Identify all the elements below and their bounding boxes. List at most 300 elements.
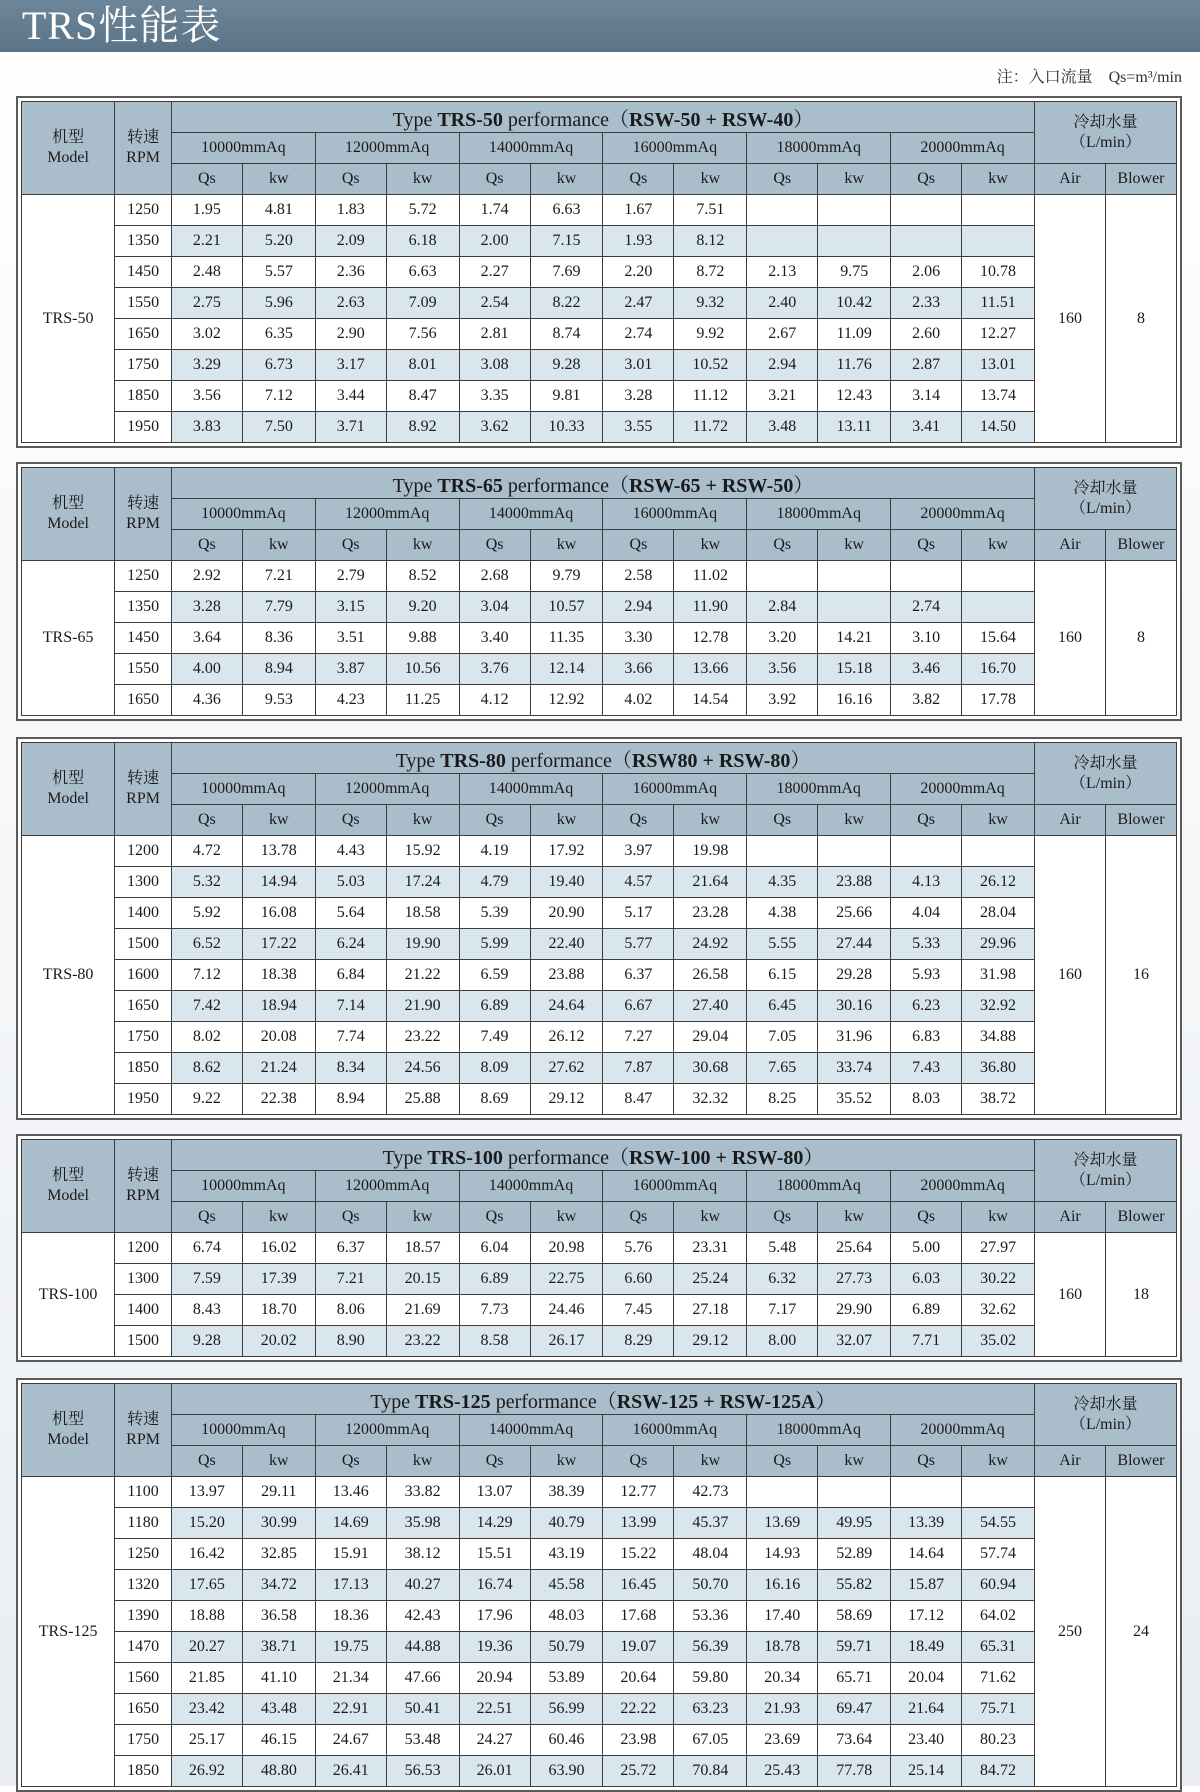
kw-value: 7.12 xyxy=(242,381,315,412)
performance-table xyxy=(21,467,1177,716)
table-row xyxy=(22,1725,1177,1756)
kw-header: kw xyxy=(818,530,891,561)
cooling-water-unit: （L/min） xyxy=(1069,774,1142,792)
qs-value: 5.17 xyxy=(603,898,674,929)
table-title xyxy=(171,1140,1034,1171)
qs-value: 22.91 xyxy=(315,1694,386,1725)
kw-value: 38.71 xyxy=(242,1632,315,1663)
title-prefix: Type xyxy=(382,1146,428,1169)
qs-value: 3.83 xyxy=(171,412,242,443)
qs-header: Qs xyxy=(603,164,674,195)
kw-value: 9.79 xyxy=(530,561,603,592)
perf-table-trs-100 xyxy=(16,1134,1182,1362)
qs-value: 6.37 xyxy=(603,960,674,991)
kw-value: 13.78 xyxy=(242,836,315,867)
table-row xyxy=(22,1663,1177,1694)
qs-header: Qs xyxy=(459,164,530,195)
rpm-value: 1390 xyxy=(115,1601,172,1632)
qs-value: 17.65 xyxy=(171,1570,242,1601)
table-row xyxy=(22,381,1177,412)
kw-value: 41.10 xyxy=(242,1663,315,1694)
kw-value: 31.98 xyxy=(962,960,1035,991)
kw-value: 17.22 xyxy=(242,929,315,960)
qs-header: Qs xyxy=(891,805,962,836)
qs-header: Qs xyxy=(603,805,674,836)
kw-value: 24.64 xyxy=(530,991,603,1022)
rpm-value: 1950 xyxy=(115,412,172,443)
perf-table-trs-80 xyxy=(16,737,1182,1120)
rpm-value: 1850 xyxy=(115,381,172,412)
qs-value: 8.90 xyxy=(315,1326,386,1357)
qs-header: Qs xyxy=(747,1202,818,1233)
qs-value: 6.32 xyxy=(747,1264,818,1295)
kw-header: kw xyxy=(962,530,1035,561)
title-prefix: Type xyxy=(392,474,438,497)
kw-value: 7.56 xyxy=(386,319,459,350)
qs-header: Qs xyxy=(603,530,674,561)
kw-value: 17.24 xyxy=(386,867,459,898)
kw-value: 8.72 xyxy=(674,257,747,288)
kw-value: 53.36 xyxy=(674,1601,747,1632)
qs-value: 7.21 xyxy=(315,1264,386,1295)
kw-value: 16.70 xyxy=(962,654,1035,685)
blower-header: Blower xyxy=(1105,1446,1176,1477)
qs-value: 23.98 xyxy=(603,1725,674,1756)
qs-value: 3.51 xyxy=(315,623,386,654)
pressure-header: 18000mmAq xyxy=(747,774,891,805)
rpm-value: 1550 xyxy=(115,288,172,319)
qs-value: 3.46 xyxy=(891,654,962,685)
kw-value: 54.55 xyxy=(962,1508,1035,1539)
qs-value: 2.68 xyxy=(459,561,530,592)
kw-value: 24.46 xyxy=(530,1295,603,1326)
kw-value: 43.19 xyxy=(530,1539,603,1570)
kw-value: 69.47 xyxy=(818,1694,891,1725)
qs-value: 8.06 xyxy=(315,1295,386,1326)
kw-value: 29.96 xyxy=(962,929,1035,960)
kw-value: 26.12 xyxy=(530,1022,603,1053)
qs-value: 23.69 xyxy=(747,1725,818,1756)
pressure-header: 20000mmAq xyxy=(891,499,1035,530)
qs-value: 3.21 xyxy=(747,381,818,412)
kw-value: 12.14 xyxy=(530,654,603,685)
rpm-value: 1450 xyxy=(115,623,172,654)
air-header: Air xyxy=(1035,805,1106,836)
qs-value: 3.56 xyxy=(171,381,242,412)
kw-value: 38.39 xyxy=(530,1477,603,1508)
qs-value: 2.06 xyxy=(891,257,962,288)
kw-value: 4.81 xyxy=(242,195,315,226)
qs-value: 5.03 xyxy=(315,867,386,898)
kw-value: 9.28 xyxy=(530,350,603,381)
kw-value: 30.16 xyxy=(818,991,891,1022)
qs-header: Qs xyxy=(315,164,386,195)
qs-value: 2.13 xyxy=(747,257,818,288)
qs-value: 26.41 xyxy=(315,1756,386,1787)
qs-value: 26.92 xyxy=(171,1756,242,1787)
qs-value: 6.15 xyxy=(747,960,818,991)
qs-value: 2.74 xyxy=(603,319,674,350)
qs-value: 3.62 xyxy=(459,412,530,443)
kw-value: 59.80 xyxy=(674,1663,747,1694)
qs-value: 3.04 xyxy=(459,592,530,623)
pressure-header: 14000mmAq xyxy=(459,133,603,164)
qs-value: 12.77 xyxy=(603,1477,674,1508)
model-header-en: Model xyxy=(47,1187,89,1204)
qs-header: Qs xyxy=(459,530,530,561)
kw-value: 29.04 xyxy=(674,1022,747,1053)
table-row xyxy=(22,288,1177,319)
qs-value: 21.93 xyxy=(747,1694,818,1725)
qs-value: 2.63 xyxy=(315,288,386,319)
perf-table-trs-65 xyxy=(16,462,1182,721)
pressure-header: 18000mmAq xyxy=(747,1415,891,1446)
title-combination: RSW-65 + RSW-50 xyxy=(628,474,794,497)
kw-value: 24.92 xyxy=(674,929,747,960)
qs-value: 1.95 xyxy=(171,195,242,226)
cooling-water-label: 冷却水量 xyxy=(1073,113,1138,131)
qs-value: 13.39 xyxy=(891,1508,962,1539)
kw-value: 17.92 xyxy=(530,836,603,867)
kw-header: kw xyxy=(530,164,603,195)
kw-value: 7.15 xyxy=(530,226,603,257)
kw-value: 7.69 xyxy=(530,257,603,288)
kw-value: 6.18 xyxy=(386,226,459,257)
rpm-value: 1950 xyxy=(115,1084,172,1115)
kw-value: 7.51 xyxy=(674,195,747,226)
not-applicable-cell xyxy=(891,226,962,257)
pressure-header: 12000mmAq xyxy=(315,1171,459,1202)
qs-value: 16.16 xyxy=(747,1570,818,1601)
kw-header: kw xyxy=(674,1446,747,1477)
kw-value: 24.56 xyxy=(386,1053,459,1084)
not-applicable-cell xyxy=(962,1477,1035,1508)
qs-header: Qs xyxy=(891,1202,962,1233)
kw-value: 25.64 xyxy=(818,1233,891,1264)
qs-header: Qs xyxy=(171,530,242,561)
qs-header: Qs xyxy=(171,1202,242,1233)
pressure-header: 16000mmAq xyxy=(603,499,747,530)
qs-value: 4.12 xyxy=(459,685,530,716)
cooling-water-label: 冷却水量 xyxy=(1073,1395,1138,1413)
rpm-header-cn: 转速 xyxy=(127,770,160,787)
kw-value: 11.90 xyxy=(674,592,747,623)
unit-header-row xyxy=(22,805,1177,836)
kw-value: 53.48 xyxy=(386,1725,459,1756)
pressure-header-row xyxy=(22,1171,1177,1202)
not-applicable-cell xyxy=(818,836,891,867)
cooling-water-label: 冷却水量 xyxy=(1073,479,1138,497)
kw-value: 9.81 xyxy=(530,381,603,412)
kw-value: 8.36 xyxy=(242,623,315,654)
kw-value: 33.74 xyxy=(818,1053,891,1084)
title-suffix: ） xyxy=(793,108,814,131)
qs-value: 8.00 xyxy=(747,1326,818,1357)
qs-value: 6.67 xyxy=(603,991,674,1022)
title-prefix: Type xyxy=(395,749,441,772)
pressure-header: 10000mmAq xyxy=(171,133,315,164)
kw-value: 84.72 xyxy=(962,1756,1035,1787)
not-applicable-cell xyxy=(891,1477,962,1508)
kw-value: 15.18 xyxy=(818,654,891,685)
model-name: TRS-100 xyxy=(22,1233,115,1357)
qs-value: 2.87 xyxy=(891,350,962,381)
qs-value: 4.72 xyxy=(171,836,242,867)
qs-value: 18.78 xyxy=(747,1632,818,1663)
kw-value: 28.04 xyxy=(962,898,1035,929)
kw-header: kw xyxy=(962,1446,1035,1477)
kw-value: 22.75 xyxy=(530,1264,603,1295)
kw-value: 18.94 xyxy=(242,991,315,1022)
unit-header-row xyxy=(22,1202,1177,1233)
kw-value: 27.62 xyxy=(530,1053,603,1084)
model-name: TRS-65 xyxy=(22,561,115,716)
qs-value: 3.64 xyxy=(171,623,242,654)
kw-value: 23.31 xyxy=(674,1233,747,1264)
kw-value: 36.80 xyxy=(962,1053,1035,1084)
qs-value: 22.22 xyxy=(603,1694,674,1725)
rpm-header-cn: 转速 xyxy=(127,1167,160,1184)
qs-value: 7.59 xyxy=(171,1264,242,1295)
table-row xyxy=(22,1053,1177,1084)
kw-value: 18.57 xyxy=(386,1233,459,1264)
qs-value: 8.94 xyxy=(315,1084,386,1115)
kw-value: 35.98 xyxy=(386,1508,459,1539)
qs-value: 4.00 xyxy=(171,654,242,685)
pressure-header: 18000mmAq xyxy=(747,133,891,164)
rpm-value: 1650 xyxy=(115,1694,172,1725)
qs-value: 7.14 xyxy=(315,991,386,1022)
qs-header: Qs xyxy=(171,164,242,195)
kw-value: 7.50 xyxy=(242,412,315,443)
cooling-water-label: 冷却水量 xyxy=(1073,754,1138,772)
qs-header: Qs xyxy=(891,1446,962,1477)
rpm-value: 1650 xyxy=(115,991,172,1022)
blower-value: 24 xyxy=(1105,1477,1176,1787)
qs-value: 3.92 xyxy=(747,685,818,716)
qs-value: 8.25 xyxy=(747,1084,818,1115)
kw-value: 16.16 xyxy=(818,685,891,716)
qs-value: 3.30 xyxy=(603,623,674,654)
pressure-header: 10000mmAq xyxy=(171,1171,315,1202)
kw-value: 17.78 xyxy=(962,685,1035,716)
qs-value: 17.40 xyxy=(747,1601,818,1632)
pressure-header: 12000mmAq xyxy=(315,133,459,164)
qs-header: Qs xyxy=(891,530,962,561)
qs-value: 2.09 xyxy=(315,226,386,257)
kw-value: 25.66 xyxy=(818,898,891,929)
kw-value: 13.74 xyxy=(962,381,1035,412)
rpm-value: 1500 xyxy=(115,929,172,960)
qs-value: 6.89 xyxy=(459,991,530,1022)
kw-value: 26.58 xyxy=(674,960,747,991)
kw-header: kw xyxy=(818,164,891,195)
performance-table xyxy=(21,1139,1177,1357)
qs-value: 26.01 xyxy=(459,1756,530,1787)
table-row xyxy=(22,867,1177,898)
table-row xyxy=(22,898,1177,929)
title-combination: RSW80 + RSW-80 xyxy=(631,749,791,772)
qs-value: 21.34 xyxy=(315,1663,386,1694)
model-header-cn: 机型 xyxy=(52,1411,85,1428)
table-row xyxy=(22,1084,1177,1115)
qs-value: 8.09 xyxy=(459,1053,530,1084)
kw-value: 5.72 xyxy=(386,195,459,226)
qs-value: 6.89 xyxy=(459,1264,530,1295)
kw-value: 48.80 xyxy=(242,1756,315,1787)
table-row xyxy=(22,1601,1177,1632)
qs-value: 2.00 xyxy=(459,226,530,257)
performance-table xyxy=(21,101,1177,443)
pressure-header: 20000mmAq xyxy=(891,1171,1035,1202)
blower-header: Blower xyxy=(1105,805,1176,836)
qs-value: 20.94 xyxy=(459,1663,530,1694)
table-row xyxy=(22,1233,1177,1264)
air-header: Air xyxy=(1035,164,1106,195)
qs-value: 5.99 xyxy=(459,929,530,960)
flow-unit-note: 注：入口流量 Qs=m³/min xyxy=(996,69,1182,86)
kw-value: 6.63 xyxy=(386,257,459,288)
title-suffix: ） xyxy=(790,749,811,772)
qs-value: 20.34 xyxy=(747,1663,818,1694)
qs-value: 3.35 xyxy=(459,381,530,412)
title-combination: RSW-50 + RSW-40 xyxy=(628,108,794,131)
kw-value: 14.21 xyxy=(818,623,891,654)
kw-value: 48.03 xyxy=(530,1601,603,1632)
air-header: Air xyxy=(1035,1446,1106,1477)
qs-value: 5.55 xyxy=(747,929,818,960)
qs-value: 3.44 xyxy=(315,381,386,412)
qs-value: 7.05 xyxy=(747,1022,818,1053)
qs-value: 7.17 xyxy=(747,1295,818,1326)
kw-value: 35.02 xyxy=(962,1326,1035,1357)
cooling-water-label: 冷却水量 xyxy=(1073,1151,1138,1169)
qs-value: 25.43 xyxy=(747,1756,818,1787)
kw-value: 21.64 xyxy=(674,867,747,898)
kw-value: 23.28 xyxy=(674,898,747,929)
kw-value: 23.22 xyxy=(386,1022,459,1053)
table-row xyxy=(22,1694,1177,1725)
pressure-header: 18000mmAq xyxy=(747,1171,891,1202)
kw-value: 6.35 xyxy=(242,319,315,350)
qs-value: 19.36 xyxy=(459,1632,530,1663)
qs-value: 7.43 xyxy=(891,1053,962,1084)
kw-value: 36.58 xyxy=(242,1601,315,1632)
kw-value: 13.66 xyxy=(674,654,747,685)
perf-table-trs-50 xyxy=(16,96,1182,448)
kw-value: 55.82 xyxy=(818,1570,891,1601)
performance-table xyxy=(21,742,1177,1115)
qs-value: 14.29 xyxy=(459,1508,530,1539)
kw-value: 45.37 xyxy=(674,1508,747,1539)
qs-value: 23.42 xyxy=(171,1694,242,1725)
kw-value: 23.88 xyxy=(818,867,891,898)
model-header-en: Model xyxy=(47,149,89,166)
kw-value: 23.88 xyxy=(530,960,603,991)
table-row xyxy=(22,319,1177,350)
qs-value: 25.72 xyxy=(603,1756,674,1787)
qs-value: 13.46 xyxy=(315,1477,386,1508)
blower-header: Blower xyxy=(1105,530,1176,561)
kw-value: 8.01 xyxy=(386,350,459,381)
kw-value: 43.48 xyxy=(242,1694,315,1725)
qs-value: 21.85 xyxy=(171,1663,242,1694)
kw-value: 8.12 xyxy=(674,226,747,257)
kw-value: 20.08 xyxy=(242,1022,315,1053)
table-row xyxy=(22,623,1177,654)
kw-value: 26.12 xyxy=(962,867,1035,898)
rpm-value: 1200 xyxy=(115,1233,172,1264)
qs-value: 3.20 xyxy=(747,623,818,654)
model-header xyxy=(22,743,115,836)
qs-value: 7.49 xyxy=(459,1022,530,1053)
kw-value: 18.70 xyxy=(242,1295,315,1326)
kw-value: 60.46 xyxy=(530,1725,603,1756)
pressure-header-row xyxy=(22,1415,1177,1446)
pressure-header: 12000mmAq xyxy=(315,774,459,805)
cooling-water-unit: （L/min） xyxy=(1069,1171,1142,1189)
qs-value: 3.29 xyxy=(171,350,242,381)
qs-value: 3.08 xyxy=(459,350,530,381)
kw-value: 20.15 xyxy=(386,1264,459,1295)
qs-value: 2.75 xyxy=(171,288,242,319)
qs-value: 20.64 xyxy=(603,1663,674,1694)
kw-value: 53.89 xyxy=(530,1663,603,1694)
qs-value: 8.34 xyxy=(315,1053,386,1084)
qs-header: Qs xyxy=(459,1446,530,1477)
qs-header: Qs xyxy=(891,164,962,195)
kw-value: 9.75 xyxy=(818,257,891,288)
kw-value: 40.79 xyxy=(530,1508,603,1539)
kw-value: 50.70 xyxy=(674,1570,747,1601)
kw-value: 20.02 xyxy=(242,1326,315,1357)
pressure-header: 14000mmAq xyxy=(459,499,603,530)
kw-value: 56.99 xyxy=(530,1694,603,1725)
kw-value: 10.78 xyxy=(962,257,1035,288)
cooling-water-unit: （L/min） xyxy=(1069,1415,1142,1433)
rpm-header xyxy=(115,1140,172,1233)
qs-value: 7.71 xyxy=(891,1326,962,1357)
not-applicable-cell xyxy=(818,1477,891,1508)
kw-value: 30.22 xyxy=(962,1264,1035,1295)
qs-value: 5.92 xyxy=(171,898,242,929)
kw-value: 71.62 xyxy=(962,1663,1035,1694)
kw-value: 6.63 xyxy=(530,195,603,226)
kw-value: 34.88 xyxy=(962,1022,1035,1053)
pressure-header: 16000mmAq xyxy=(603,774,747,805)
qs-value: 6.24 xyxy=(315,929,386,960)
kw-header: kw xyxy=(818,805,891,836)
title-prefix: Type xyxy=(370,1390,416,1413)
kw-value: 32.07 xyxy=(818,1326,891,1357)
qs-value: 4.02 xyxy=(603,685,674,716)
kw-value: 38.12 xyxy=(386,1539,459,1570)
kw-header: kw xyxy=(242,1202,315,1233)
kw-value: 27.40 xyxy=(674,991,747,1022)
qs-value: 16.42 xyxy=(171,1539,242,1570)
kw-value: 12.27 xyxy=(962,319,1035,350)
rpm-value: 1750 xyxy=(115,1022,172,1053)
blower-header: Blower xyxy=(1105,164,1176,195)
cooling-water-header xyxy=(1035,1384,1177,1446)
qs-value: 4.35 xyxy=(747,867,818,898)
qs-value: 2.27 xyxy=(459,257,530,288)
table-row xyxy=(22,991,1177,1022)
model-header xyxy=(22,1140,115,1233)
qs-value: 20.27 xyxy=(171,1632,242,1663)
table-row xyxy=(22,1632,1177,1663)
kw-value: 59.71 xyxy=(818,1632,891,1663)
